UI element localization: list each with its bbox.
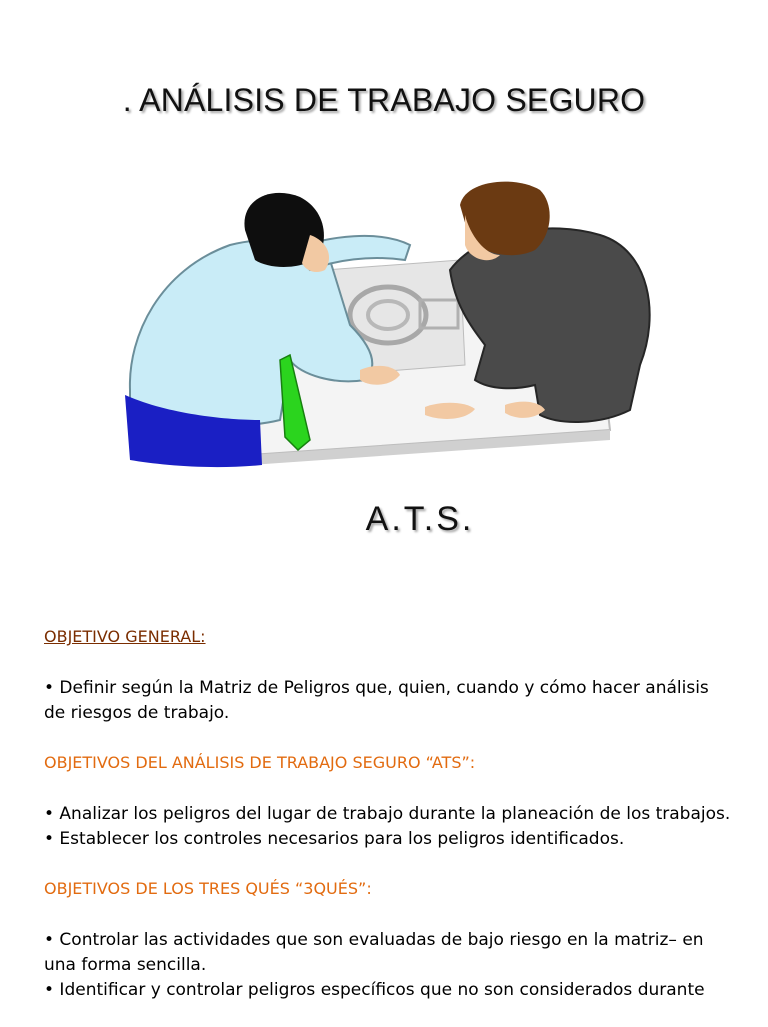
bullet-item: • Establecer los controles necesarios para los peligros identificados. xyxy=(44,829,625,849)
document-body xyxy=(44,624,734,1027)
bullet-list xyxy=(44,802,734,852)
bullet-item: • Analizar los peligros del lugar de trabajo durante la planeación de los trabajos. xyxy=(44,804,731,824)
bullet-list xyxy=(44,676,734,726)
section-heading: OBJETIVOS DEL ANÁLISIS DE TRABAJO SEGURO “ATS”: xyxy=(44,753,476,772)
page-subtitle: A.T.S. xyxy=(365,500,475,538)
bullet-item: • Controlar las actividades que son evaluadas de bajo riesgo en la matriz– en una forma sencilla. xyxy=(44,930,704,975)
bullet-item: • Identificar y controlar peligros específicos que no son considerados durante xyxy=(44,980,705,1000)
bullet-list xyxy=(44,928,734,1003)
bullet-item: • Definir según la Matriz de Peligros que, quien, cuando y cómo hacer análisis de riesgos de trabajo. xyxy=(44,678,709,723)
section-heading: OBJETIVO GENERAL: xyxy=(44,627,206,646)
page-title: . ANÁLISIS DE TRABAJO SEGURO xyxy=(122,82,646,118)
section-heading: OBJETIVOS DE LOS TRES QUÉS “3QUÉS”: xyxy=(44,879,372,898)
workers-reviewing-plan-illustration xyxy=(120,175,660,475)
